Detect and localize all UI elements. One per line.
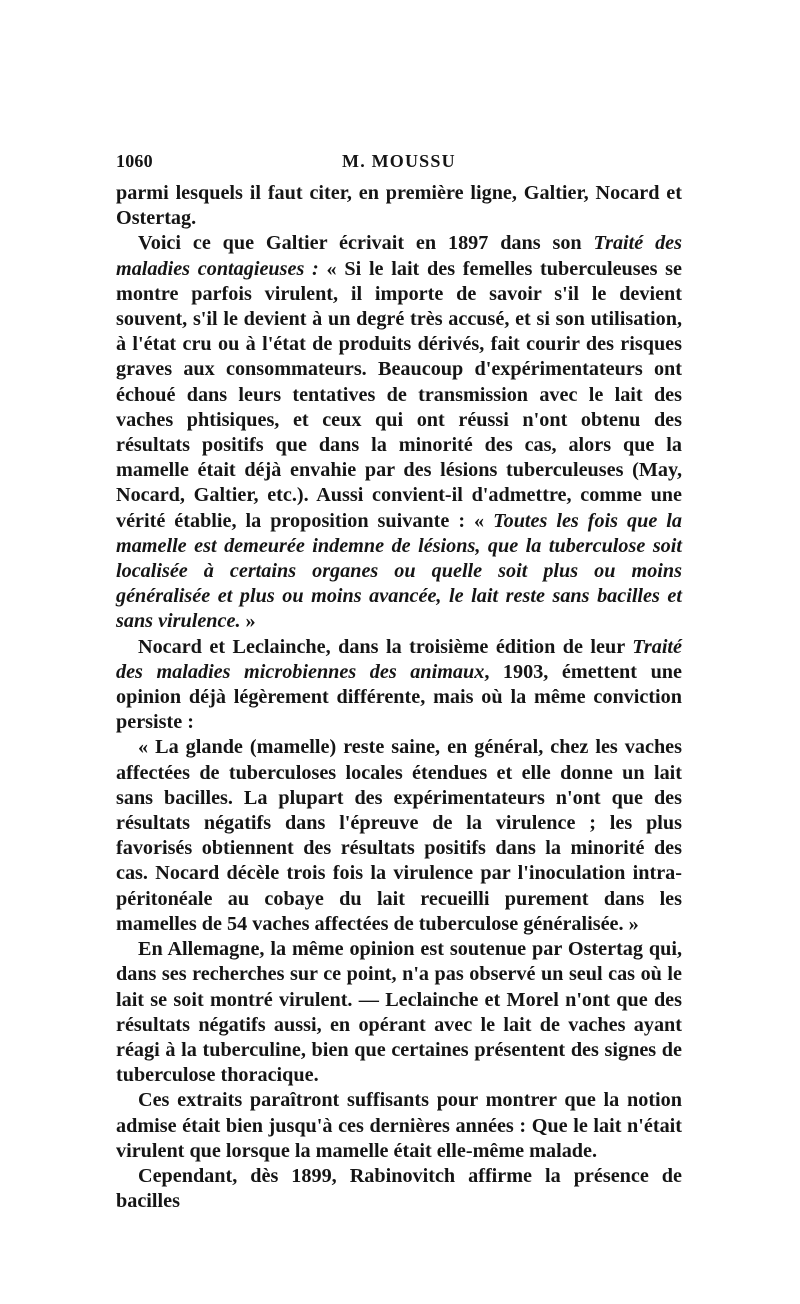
body-text	[116, 181, 682, 1214]
paragraph	[116, 231, 682, 634]
text-segment: parmi lesquels il faut citer, en première ligne, Galtier, Nocard et Ostertag.	[116, 182, 682, 230]
text-segment: « Si le lait des femelles tuberculeuses se montre parfois virulent, il importe de savoir s'il le devient souvent, s'il le devient à un degré très accusé, et si son utilisation, à l'état cru ou à l'état de produits dérivés, fait courir des risques graves aux consommateurs. Beaucoup d'expérimentateurs ont échoué dans leurs tentatives de transmission avec le lait des vaches phtisiques, et ceux qui ont réussi n'ont obtenu des résultats positifs que dans la minorité des cas, alors que la mamelle était déjà envahie par des lésions tuberculeuses (May, Nocard, Galtier, etc.). Aussi convient-il d'admettre, comme une vérité établie, la proposition suivante : «	[116, 257, 682, 532]
running-head: M. MOUSSU	[342, 151, 456, 171]
paragraph	[116, 937, 682, 1088]
text-segment: »	[240, 610, 256, 633]
quoted-proposition: Toutes les fois que la mamelle est demeurée indemne de lésions, que la tuberculose soit localisée à certains organes ou quelle soit plus ou moins généralisée et plus ou moins avancée, le lait reste sans bacilles et sans virulence.	[116, 509, 682, 633]
text-segment: Nocard et Leclainche, dans la troisième édition de leur	[138, 635, 633, 658]
paragraph	[116, 181, 682, 231]
text-segment: Ces extraits paraîtront suffisants pour montrer que la notion admise était bien jusqu'à ces dernières années : Que le lait n'était virulent que lorsque la mamelle était elle-même malade.	[116, 1089, 682, 1162]
text-segment: « La glande (mamelle) reste saine, en général, chez les vaches affectées de tuberculoses locales étendues et elle donne un lait sans bacilles. La plupart des expérimentateurs n'ont que des résultats négatifs dans l'épreuve de la virulence ; les plus favorisés obtiennent des résultats positifs dans la minorité des cas. Nocard décèle trois fois la virulence par l'inoculation intra-péritonéale au cobaye du lait recueilli purement dans les mamelles de 54 vaches affectées de tuberculose généralisée. »	[116, 736, 682, 935]
text-segment: , 1903, émettent une opinion déjà légèrement différente, mais où la même conviction persiste :	[116, 660, 682, 734]
paragraph	[116, 1088, 682, 1164]
text-segment: Cependant, dès 1899, Rabinovitch affirme la présence de bacilles	[116, 1164, 682, 1213]
text-segment: Voici ce que Galtier écrivait en 1897 dans son	[138, 232, 594, 255]
paragraph	[116, 1164, 682, 1214]
page-header	[116, 151, 682, 175]
paragraph	[116, 635, 682, 736]
book-title: Traité des maladies microbiennes des animaux	[116, 635, 682, 683]
book-title: Traité des maladies contagieuses :	[116, 232, 682, 280]
page-number: 1060	[116, 151, 153, 171]
text-segment: En Allemagne, la même opinion est soutenue par Ostertag qui, dans ses recherches sur ce point, n'a pas observé un seul cas où le lait se soit montré virulent. — Leclainche et Morel n'ont que des résultats négatifs aussi, en opérant avec le lait de vaches ayant réagi à la tuberculine, bien que certaines présentent des signes de tuberculose thoracique.	[116, 938, 682, 1087]
paragraph	[116, 735, 682, 937]
